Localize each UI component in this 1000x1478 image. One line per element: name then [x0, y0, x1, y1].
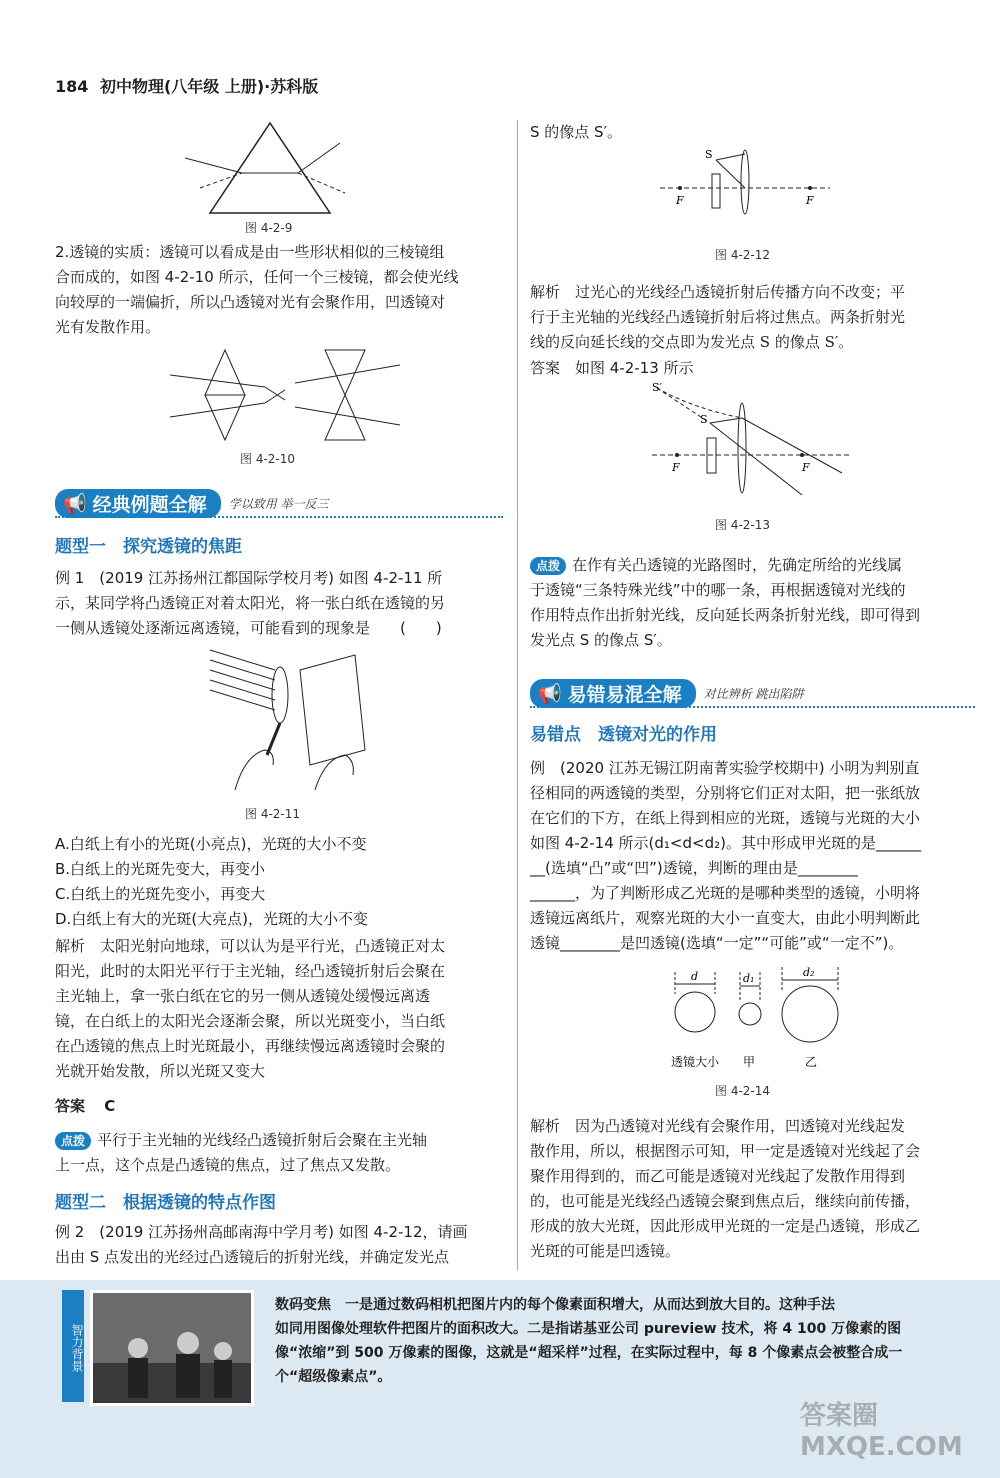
text-line: 散作用，所以，根据图示可知，甲一定是透镜对光线起了会 — [530, 1142, 921, 1160]
text-line: 如同用图像处理软件把图片的面积改大。二是指诺基亚公司 pureview 技术，将 4 100 万像素的图 — [275, 1321, 902, 1337]
text-line: 例 (2020 江苏无锡江阴南菁实验学校期中) 小明为判别直 — [530, 759, 920, 777]
answer-label: 答案 — [55, 1097, 86, 1115]
fig-4-2-14-caption: 图 4-2-14 — [715, 1084, 771, 1098]
text-line: 示，某同学将凸透镜正对着太阳光，将一张白纸在透镜的另 — [55, 594, 446, 612]
text-line: 镜，在白纸上的太阳光会逐渐会聚，所以光斑变小，当白纸 — [55, 1012, 446, 1030]
banner-title: 经典例题全解 — [92, 493, 207, 516]
section-banner-classic-examples — [55, 490, 503, 518]
tip-badge: 点拨 — [55, 1132, 91, 1150]
megaphone-icon: 📢 — [63, 492, 87, 515]
answer-value: C — [104, 1097, 116, 1115]
text-line: __(选填“凸”或“凹”)透镜，判断的理由是________ — [530, 859, 858, 877]
text-line: 向较厚的一端偏折，所以凸透镜对光有会聚作用，凹透镜对 — [55, 293, 446, 311]
text-line: 的，也可能是光线经凸透镜会聚到焦点后，继续向前传播， — [530, 1192, 921, 1210]
svg-text:S: S — [705, 148, 713, 161]
text-line: ______，为了判断形成乙光斑的是哪种类型的透镜，小明将 — [530, 884, 921, 902]
fig-4-2-10-prisms — [165, 345, 405, 445]
option-c: C.白纸上的光斑先变小，再变大 — [55, 885, 266, 903]
text-line: 光斑的可能是凹透镜。 — [530, 1242, 681, 1260]
fig-4-2-9-caption: 图 4-2-9 — [245, 221, 293, 235]
page-number: 184 — [55, 77, 89, 96]
fig-4-2-13-ray-diagram — [652, 383, 852, 503]
text-line: 在凸透镜的焦点上时光斑最小，再继续慢远离透镜时会聚的 — [55, 1037, 446, 1055]
text-line: 透镜远离纸片，观察光斑的大小一直变大，由此小明判断此 — [530, 909, 921, 927]
text-line: 行于主光轴的光线经凸透镜折射后将过焦点。两条折射光 — [530, 308, 906, 326]
svg-text:S′: S′ — [652, 383, 663, 394]
text-line: 在作有关凸透镜的光路图时，先确定所给的光线属 — [572, 556, 903, 574]
footer-text — [275, 1293, 975, 1389]
type1-title: 题型一 探究透镜的焦距 — [55, 537, 242, 557]
text-line: 径相同的两透镜的类型，分别将它们正对太阳，把一张纸放 — [530, 784, 921, 802]
svg-text:F: F — [802, 461, 810, 474]
banner-pill — [55, 489, 221, 518]
label-jia: 甲 — [743, 1055, 756, 1069]
text-line: 线的反向延长线的交点即为发光点 S 的像点 S′。 — [530, 333, 854, 351]
text-line: 阳光，此时的太阳光平行于主光轴，经凸透镜折射后会聚在 — [55, 962, 446, 980]
type2-title: 题型二 根据透镜的特点作图 — [55, 1193, 276, 1213]
text-line: 形成的放大光斑，因此形成甲光斑的一定是凸透镜，形成乙 — [530, 1217, 921, 1235]
svg-text:F: F — [676, 194, 684, 207]
example1-options — [55, 832, 505, 932]
dim-d2: d₂ — [803, 966, 815, 979]
footer-side-tag: 智力背景 — [62, 1290, 84, 1402]
text-line: 光有发散作用。 — [55, 318, 161, 336]
megaphone-icon: 📢 — [538, 682, 562, 705]
text-line: 平行于主光轴的光线经凸透镜折射后会聚在主光轴 — [97, 1131, 428, 1149]
example2-stem-cont: S 的像点 S′。 — [530, 123, 622, 141]
text-line: 光就开始发散，所以光斑又变大 — [55, 1062, 266, 1080]
banner-title: 易错易混全解 — [567, 683, 682, 706]
text-line: 解析 太阳光射向地球，可以认为是平行光，凸透镜正对太 — [55, 937, 446, 955]
watermark: 答案圈 MXQE.COM — [800, 1401, 963, 1462]
dim-d1: d₁ — [743, 972, 755, 985]
text-line: 出由 S 点发出的光经过凸透镜后的折射光线，并确定发光点 — [55, 1248, 450, 1266]
fig-4-2-12-caption: 图 4-2-12 — [715, 248, 771, 262]
banner-tagline: 学以致用 举一反三 — [228, 496, 329, 511]
fig-4-2-13-caption: 图 4-2-13 — [715, 518, 771, 532]
text-line: 在它们的下方，在纸上得到相应的光斑，透镜与光斑的大小 — [530, 809, 921, 827]
text-line: 透镜________是凹透镜(选填“一定”“可能”或“一定不”)。 — [530, 934, 904, 952]
text-line: 上一点，这个点是凸透镜的焦点，过了焦点又发散。 — [55, 1156, 401, 1174]
banner-pill — [530, 679, 696, 708]
text-line: 例 2 (2019 江苏扬州高邮南海中学月考) 如图 4-2-12，请画 — [55, 1223, 468, 1241]
example2-stem — [55, 1220, 505, 1270]
text-line: 作用特点作出折射光线，反向延长两条折射光线，即可得到 — [530, 606, 921, 624]
example2-answer: 答案 如图 4-2-13 所示 — [530, 359, 694, 377]
fig-4-2-10-caption: 图 4-2-10 — [240, 452, 296, 466]
tip2 — [530, 553, 975, 653]
text-line: 解析 过光心的光线经凸透镜折射后传播方向不改变；平 — [530, 283, 906, 301]
svg-text:S: S — [700, 413, 708, 426]
tip-badge: 点拨 — [530, 557, 566, 575]
option-a: A.白纸上有小的光斑(小亮点)，光斑的大小不变 — [55, 835, 367, 853]
text-line: 个“超级像素点”。 — [275, 1369, 392, 1385]
label-yi: 乙 — [805, 1055, 818, 1069]
text-line: 一侧从透镜处逐渐远离透镜，可能看到的现象是 ( ) — [55, 619, 442, 637]
example2-analysis — [530, 280, 970, 355]
text-line: 解析 因为凸透镜对光线有会聚作用，凹透镜对光线起发 — [530, 1117, 906, 1135]
column-divider — [517, 120, 518, 1270]
fig-4-2-14-spots — [665, 962, 850, 1072]
example1-analysis — [55, 934, 505, 1084]
label-lens-size: 透镜大小 — [671, 1055, 720, 1069]
people-photo-icon — [93, 1293, 251, 1403]
text-line: 2.透镜的实质：透镜可以看成是由一些形状相似的三棱镜组 — [55, 243, 445, 261]
option-b: B.白纸上的光斑先变大，再变小 — [55, 860, 266, 878]
lens-essence-paragraph — [55, 240, 505, 340]
text-line: 发光点 S 的像点 S′。 — [530, 631, 672, 649]
text-line: 例 1 (2019 江苏扬州江都国际学校月考) 如图 4-2-11 所 — [55, 569, 443, 587]
example3-analysis — [530, 1114, 975, 1264]
example1-stem — [55, 566, 505, 641]
dim-d: d — [691, 970, 699, 983]
text-line: 于透镜“三条特殊光线”中的哪一条，再根据透镜对光线的 — [530, 581, 906, 599]
example3-stem — [530, 756, 975, 956]
fig-4-2-11-caption: 图 4-2-11 — [245, 807, 301, 821]
section-banner-errors — [530, 680, 975, 708]
svg-text:F: F — [806, 194, 814, 207]
text-line: 合而成的，如图 4-2-10 所示，任何一个三棱镜，都会使光线 — [55, 268, 459, 286]
fig-4-2-12-convex-lens — [660, 148, 830, 216]
page-header — [55, 74, 318, 97]
text-line: 主光轴上，拿一张白纸在它的另一侧从透镜处缓慢远离透 — [55, 987, 431, 1005]
fig-4-2-11-lens-paper — [205, 640, 375, 800]
footer-photo — [90, 1290, 254, 1406]
banner-tagline: 对比辨析 跳出陷阱 — [703, 686, 804, 701]
fig-4-2-9-prism — [180, 118, 350, 218]
book-title: 初中物理(八年级 上册)·苏科版 — [99, 77, 319, 96]
option-d: D.白纸上有大的光斑(大亮点)，光斑的大小不变 — [55, 910, 369, 928]
tip1 — [55, 1128, 505, 1178]
text-line: 如图 4-2-14 所示(d₁<d<d₂)。其中形成甲光斑的是______ — [530, 834, 921, 852]
error-point-title: 易错点 透镜对光的作用 — [530, 725, 717, 745]
svg-text:F: F — [672, 461, 680, 474]
text-line: 数码变焦 一是通过数码相机把图片内的每个像素面积增大，从而达到放大目的。这种手法 — [275, 1297, 835, 1313]
example1-answer — [55, 1094, 115, 1119]
text-line: 像“浓缩”到 500 万像素的图像，这就是“超采样”过程，在实际过程中，每 8 个像素点会被整合成一 — [275, 1345, 903, 1361]
text-line: 聚作用得到的，而乙可能是透镜对光线起了发散作用得到 — [530, 1167, 906, 1185]
